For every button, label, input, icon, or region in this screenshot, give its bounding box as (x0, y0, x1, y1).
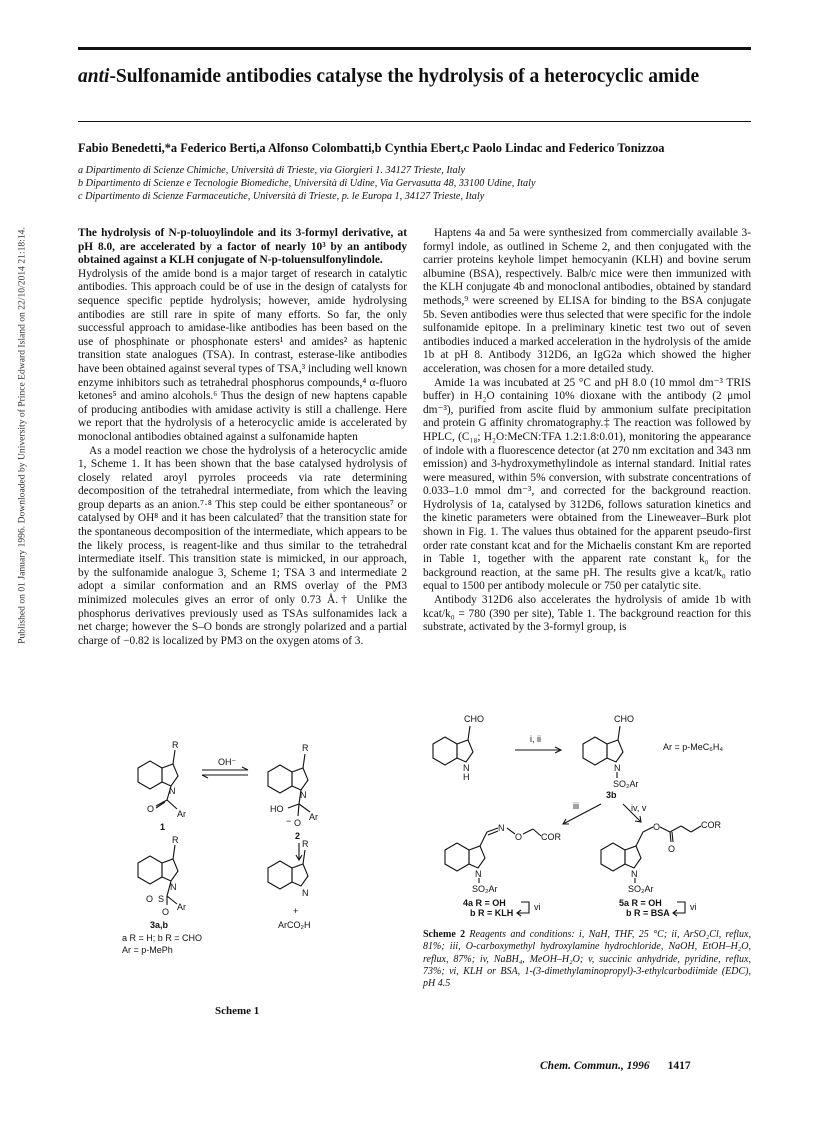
s1-n3: N (170, 882, 177, 892)
paragraph-model: As a model reaction we chose the hydrolysis of a heterocyclic amide 1, Scheme 1. It has been shown that the base catalysed hydrolysis of closely related aroyl pyrroles proceeds via rate determining decomposition of the tetrahedral intermediate, from which the leaving group departs as an anion.⁷·⁸ This step could be either spontaneous⁷ or catalysed by OH⁸ and it has been calculated⁷ that the transition state for the spontaneous decomposition of the intermediate, which appears to be the likely process, is reagent-like and thus similar to the tetrahedral intermediate itself. This transition state is mimicked, in our approach, by the sulfonamide analogue 3, Scheme 1; TSA 3 and intermediate 2 adopt a similar conformation and an RMS overlay of the PM3 minimized molecules gives an error of only 0.73 Å.† Unlike the phosphorus derivatives previously used as TSAs sulfonamides lack a net charge; however the S–O bonds are strongly polarized and a partial charge of −0.82 is localized by PM3 on the oxygen atoms of 3. (78, 444, 407, 647)
s2-h: H (463, 772, 470, 782)
s2-so2ar4: SO₂Ar (472, 884, 498, 894)
s1-acid: ArCO₂H (278, 920, 311, 930)
s2-cond-top: i, ii (530, 734, 541, 744)
s1-num2: 2 (295, 831, 301, 841)
s1-os: O (146, 894, 154, 904)
s1-ar2: Ar (309, 812, 318, 822)
paragraph-kinetics: Amide 1a was incubated at 25 °C and pH 8.0 (10 mmol dm⁻³ TRIS buffer) in H₂O containing 10% dioxane with the antibody (2 μmol dm⁻³), purified from ascite fluid by ammonium sulfate precipitation and protein G affinity chromatography.‡ The reaction was followed by HPLC, (C₁₈; H₂O:MeCN:TFA 1.2:1.8:0.01), monitoring the appearance of indole with a fluorescence detector (at 270 nm excitation and 343 nm emission) and 3-hydroxymethylindole as internal standard. Initial rates were measured, within 5% conversion, with substrate concentrations of 0.033–1.0 mmol dm⁻³, and corrected for the background reaction. Hydrolysis of 1a, catalysed by 312D6, follows saturation kinetics and the kinetic parameters were obtained from the Lineweaver–Burk plot shown in Fig. 1. The values thus obtained for the apparent pseudo-first order rate constant kcat and for the Michaelis constant Km are reported in Table 1, together with the apparent rate constant k₀ for the background reaction, at the same pH. The results give a kcat/k₀ ratio equal to 1500 per antibody molecule or 750 per catalytic site. (423, 376, 751, 593)
s2-label5a: 5a R = OH (619, 898, 662, 908)
s2-iii: iii (573, 801, 579, 811)
scheme-2-diagram (423, 712, 753, 927)
header-rule (78, 121, 751, 122)
scheme-1-label: Scheme 1 (215, 1005, 260, 1017)
s1-reagent: OH⁻ (218, 757, 237, 767)
s1-n4: N (302, 888, 309, 898)
paragraph-haptens: Haptens 4a and 5a were synthesized from commercially available 3-formyl indole, as outlined in Scheme 2, and then conjugated with the carrier proteins keyhole limpet hemocyanin (KLH) and bovine serum albumine (BSA), respectively. Balb/c mice were then immunized with the KLH conjugate 4b and monoclonal antibodies, obtained by standard methods,⁹ were screened by ELISA for binding to the BSA conjugate 5b. Seven antibodies were thus selected that were specific for the indole sulfonamide epitope. In a preliminary kinetic test two out of seven antibodies induced a marked acceleration in the hydrolysis of the amide 1b at pH 8. Antibody 312D6, an IgG2a which showed the higher acceleration, was chosen for a more detailed study. (423, 227, 751, 375)
s1-o1: O (147, 804, 155, 814)
s1-ar1: Ar (177, 809, 186, 819)
s2-vi4: vi (534, 902, 541, 912)
scheme-2-caption (423, 929, 751, 990)
article-title (78, 66, 751, 88)
s1-num1: 1 (160, 822, 166, 832)
s1-s: S (158, 894, 165, 904)
s1-n1: N (169, 786, 176, 796)
scheme-1-diagram (110, 738, 370, 1000)
right-column (423, 227, 751, 635)
s1-legend-ar: Ar = p-MePh (122, 945, 173, 955)
compound-5-structure (601, 826, 701, 883)
affiliations (78, 164, 751, 203)
page-footer (540, 1060, 691, 1072)
compound-4-structure (445, 828, 541, 883)
s1-r3: R (172, 835, 179, 845)
s2-cho2: CHO (614, 714, 634, 724)
s1-r4: R (302, 839, 309, 849)
affiliation-a: a Dipartimento di Scienze Chimiche, Università di Trieste, via Giorgieri 1. 34127 Trieste, Italy (78, 165, 465, 176)
s1-ho: HO (270, 804, 284, 814)
formyl-indole-structure (433, 726, 473, 765)
s2-n3b: N (614, 763, 621, 773)
paragraph-intro: Hydrolysis of the amide bond is a major target of research in catalytic antibodies. This approach could be of use in the design of catalysts for sequence specific peptide hydrolysis; however, amide hydrolysing antibodies are still rare in spite of many efforts. So far, the only successful approach to amidase-like antibodies has been based on the use of phosphinate or phosphonate esters¹ and amides² as haptenic transition state analogues (TSA). In contrast, esterase-like antibodies have been obtained against several types of TSA,³ including well known enzyme inhibitors such as tetrahedral phosphorus compounds,⁴ α-fluoro ketones⁵ and amino alcohols.⁶ Thus the design of new haptens capable of producing antibodies with amidase activity is still a challenge. Here we report that the hydrolysis of a heterocyclic amide is accelerated by monoclonal antibodies obtained against a sulfonamide hapten (78, 267, 407, 443)
s2-vi5: vi (690, 902, 697, 912)
s2-n4: N (475, 869, 482, 879)
scheme-2-conditions: Reagents and conditions: i, NaH, THF, 25 °C; ii, ArSO₂Cl, reflux, 81%; iii, O-carboxymethyl hydroxylamine hydrochloride, NaOH, EtOH–H₂O, reflux, 87%; iv, NaBH₄, MeOH–H₂O; v, succinic anhydride, pyridine, reflux, 73%; vi, KLH or BSA, 1-(3-dimethylaminopropyl)-3-ethylcarbodiimide (EDC), pH 4.5 (423, 929, 751, 990)
s2-n-ox: N (498, 823, 505, 833)
page-number: 1417 (667, 1060, 691, 1072)
download-note: Published on 01 January 1996. Downloaded by University of Prince Edward Island on 22/10/2014 21:18:14. (16, 227, 28, 644)
s2-nh: N (463, 763, 470, 773)
abstract: The hydrolysis of N-p-toluoylindole and its 3-formyl derivative, at pH 8.0, are accelerated by a factor of nearly 10³ by an antibody obtained against a KLH conjugate of N-p-toluensulfonylindole. (78, 227, 407, 267)
title-italic: anti (78, 66, 110, 87)
title-text: -Sulfonamide antibodies catalyse the hydrolysis of a heterocyclic amide (109, 66, 700, 87)
s1-n2: N (300, 790, 307, 800)
s2-o-ox: O (515, 832, 523, 842)
compound-1-structure (138, 750, 178, 809)
s2-label4b: b R = KLH (470, 908, 514, 918)
s2-label4a: 4a R = OH (463, 898, 506, 908)
s2-cor4: COR (541, 832, 561, 842)
s1-num3: 3a,b (150, 920, 169, 930)
s2-o-keto: O (668, 844, 676, 854)
s1-r2: R (302, 743, 309, 753)
s2-num3b: 3b (606, 790, 617, 800)
s2-o-es: O (653, 822, 661, 832)
author-list: Fabio Benedetti,*a Federico Berti,a Alfonso Colombatti,b Cynthia Ebert,c Paolo Lindac and Federico Tonizzoa (78, 141, 665, 155)
s1-plus: + (293, 906, 299, 916)
s1-r1: R (172, 740, 179, 750)
s2-n5: N (631, 869, 638, 879)
s1-os2: O (162, 907, 170, 917)
affiliation-c: c Dipartimento di Scienze Farmaceutiche, Università di Trieste, p. le Europa 1, 34127 Trieste, Italy (78, 191, 485, 202)
top-rule (78, 47, 751, 50)
s2-ivv: iv, v (631, 803, 647, 813)
s2-cho1: CHO (464, 714, 484, 724)
download-watermark (2, 220, 28, 660)
scheme-2-label: Scheme 2 (423, 929, 466, 940)
s2-label5b: b R = BSA (626, 908, 670, 918)
s2-so2ar-3b: SO₂Ar (613, 779, 639, 789)
s1-o2: O (294, 818, 302, 828)
journal-name: Chem. Commun., 1996 (540, 1060, 650, 1072)
s1-ar3: Ar (177, 902, 186, 912)
s2-cor5: COR (701, 820, 721, 830)
s1-legend-a: a R = H; b R = CHO (122, 933, 203, 943)
s2-ar-def: Ar = p-MeC₆H₄ (663, 742, 724, 752)
paragraph-1b: Antibody 312D6 also accelerates the hydrolysis of amide 1b with kcat/k₀ = 780 (390 per site), Table 1. The background reaction for this substrate, activated by the 3-formyl group, is (423, 594, 751, 634)
s1-minus: − (286, 816, 292, 826)
affiliation-b: b Dipartimento di Scienze e Tecnologie Biomediche, Università di Udine, Via Gervasutta 48, 33100 Udine, Italy (78, 178, 536, 189)
left-column (78, 227, 407, 648)
s2-so2ar5: SO₂Ar (628, 884, 654, 894)
